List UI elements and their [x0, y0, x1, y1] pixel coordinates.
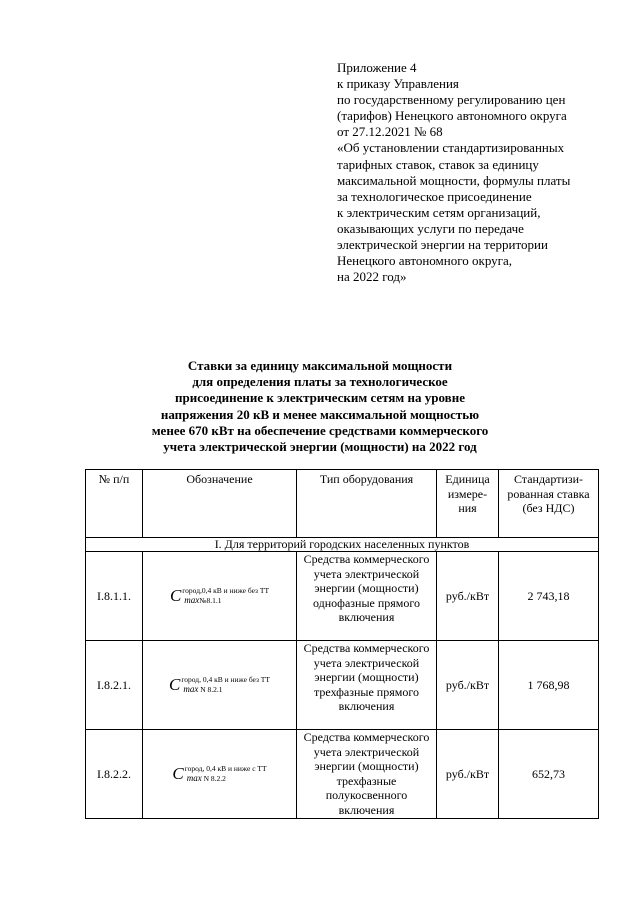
row-designation — [143, 730, 297, 819]
symbol-superscript: город,0,4 кВ и ниже без ТТ — [182, 586, 270, 595]
row-unit: руб./кВт — [437, 552, 499, 641]
row-unit: руб./кВт — [437, 641, 499, 730]
appendix-line: по государственному регулированию цен — [337, 92, 566, 108]
rate-symbol — [169, 676, 270, 694]
row-num: I.8.2.2. — [86, 730, 143, 819]
appendix-line: от 27.12.2021 № 68 — [337, 124, 443, 140]
appendix-line: максимальной мощности, формулы платы — [337, 172, 571, 188]
symbol-subscript — [182, 596, 269, 606]
title-line: напряжения 20 кВ и менее максимальной мощностью — [160, 406, 480, 422]
rate-symbol — [170, 587, 269, 605]
table-row — [86, 641, 599, 730]
section-row — [86, 538, 599, 552]
symbol-subscript-code: №8.1.1 — [199, 595, 222, 605]
document-title — [100, 358, 540, 455]
appendix-line: «Об установлении стандартизированных — [337, 140, 565, 156]
appendix-line: тарифных ставок, ставок за единицу — [337, 156, 539, 172]
appendix-line: на 2022 год» — [337, 269, 407, 285]
row-num: I.8.1.1. — [86, 552, 143, 641]
appendix-line: к электрическим сетям организаций, — [337, 204, 541, 220]
appendix-line: Приложение 4 — [337, 60, 417, 75]
title-line: для определения платы за технологическое — [192, 374, 448, 390]
header-unit: Единица измере-ния — [437, 470, 499, 538]
symbol-main: C — [169, 674, 181, 694]
row-equipment: Средства коммерческого учета электрической энергии (мощности) трехфазные прямого включения — [297, 641, 437, 730]
header-designation: Обозначение — [143, 470, 297, 538]
header-num: № п/п — [86, 470, 143, 538]
title-line: учета электрической энергии (мощности) на 2022 год — [163, 439, 477, 455]
symbol-subscript — [185, 774, 267, 784]
symbol-subscript-code: N 8.2.1 — [200, 684, 223, 694]
rates-table — [85, 469, 599, 819]
table-row — [86, 552, 599, 641]
row-rate: 1 768,98 — [499, 641, 599, 730]
symbol-main: C — [169, 585, 182, 605]
appendix-header — [337, 60, 617, 285]
table-row — [86, 730, 599, 819]
title-line: менее 670 кВт на обеспечение средствами коммерческого — [151, 422, 489, 438]
symbol-superscript: город, 0,4 кВ и ниже с ТТ — [184, 764, 267, 773]
appendix-line: электрической энергии на территории — [337, 237, 548, 253]
row-rate: 2 743,18 — [499, 552, 599, 641]
title-line: Ставки за единицу максимальной мощности — [187, 358, 453, 373]
symbol-subscript-code: N 8.2.2 — [203, 773, 226, 783]
row-designation — [143, 552, 297, 641]
row-designation — [143, 641, 297, 730]
appendix-line: оказывающих услуги по передаче — [337, 220, 524, 236]
symbol-superscript: город, 0,4 кВ и ниже без ТТ — [181, 675, 270, 684]
appendix-line: за технологическое присоединение — [337, 188, 532, 204]
symbol-subscript — [181, 685, 270, 695]
appendix-line: (тарифов) Ненецкого автономного округа — [337, 108, 567, 124]
row-unit: руб./кВт — [437, 730, 499, 819]
row-num: I.8.2.1. — [86, 641, 143, 730]
appendix-line: к приказу Управления — [337, 76, 459, 92]
symbol-subscript-max: max — [183, 683, 199, 694]
row-rate: 652,73 — [499, 730, 599, 819]
rate-symbol — [172, 765, 266, 783]
symbol-subscript-max: max — [186, 772, 202, 783]
appendix-line: Ненецкого автономного округа, — [337, 253, 512, 269]
table-header-row — [86, 470, 599, 538]
header-equipment: Тип оборудования — [297, 470, 437, 538]
row-equipment: Средства коммерческого учета электрической энергии (мощности) трехфазные полукосвенного включения — [297, 730, 437, 819]
header-rate: Стандартизи-рованная ставка (без НДС) — [499, 470, 599, 538]
row-equipment: Средства коммерческого учета электрической энергии (мощности) однофазные прямого включения — [297, 552, 437, 641]
symbol-main: C — [172, 763, 184, 783]
symbol-subscript-max: max — [184, 594, 200, 605]
title-line: присоединение к электрическим сетям на уровне — [175, 390, 465, 406]
section-title: I. Для территорий городских населенных пунктов — [86, 538, 599, 552]
